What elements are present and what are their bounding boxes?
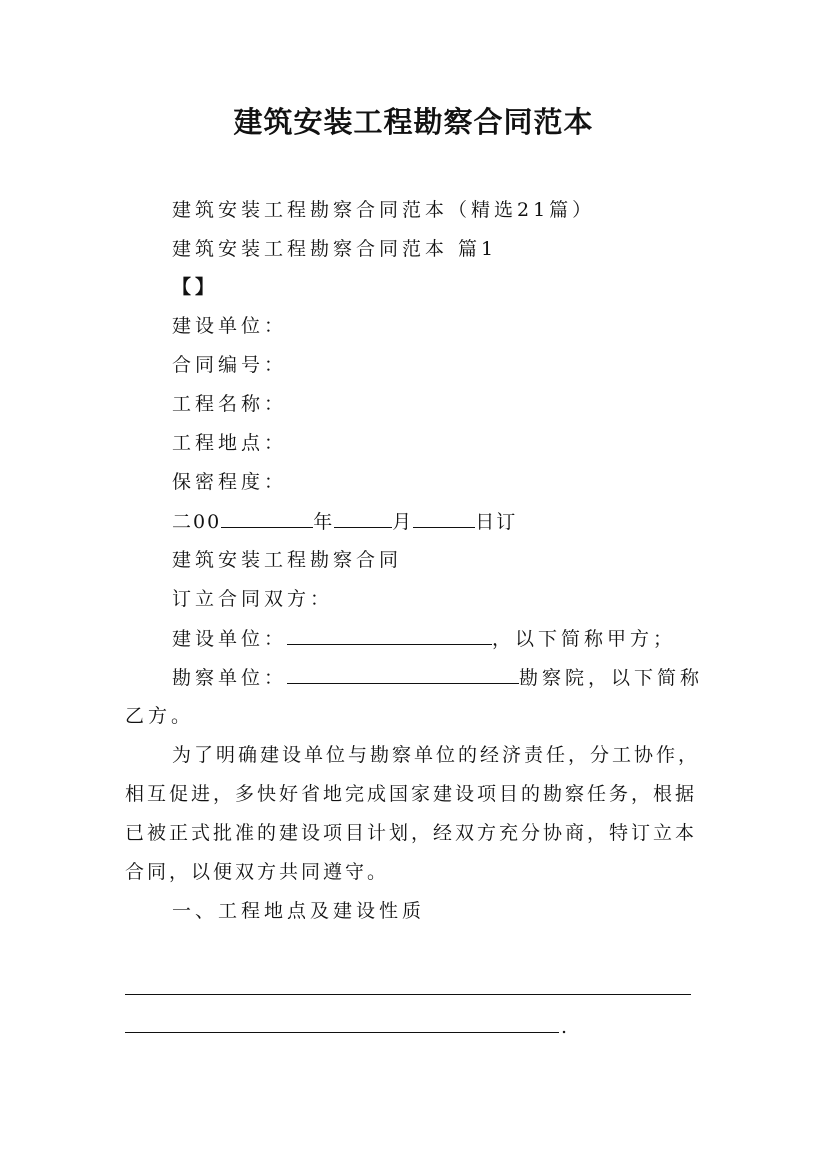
field-project-location: 工程地点： <box>172 432 288 454</box>
parties-label: 订立合同双方： <box>172 588 334 610</box>
document-subtitle: 建筑安装工程勘察合同范本（精选21篇） <box>172 199 596 221</box>
year-blank <box>221 507 313 528</box>
purpose-line-2: 相互促进，多快好省地完成国家建设项目的勘察任务，根据 <box>125 783 698 805</box>
date-day: 日订 <box>475 511 518 533</box>
field-construction-unit: 建设单位： <box>172 315 288 337</box>
month-blank <box>334 507 392 528</box>
date-year: 年 <box>313 511 335 533</box>
date-prefix: 二00 <box>172 511 222 533</box>
contract-title: 建筑安装工程勘察合同 <box>172 549 403 571</box>
document-title: 建筑安装工程勘察合同范本 <box>233 105 594 139</box>
date-month: 月 <box>392 511 414 533</box>
fill-in-rule-1 <box>125 994 691 995</box>
field-confidentiality: 保密程度： <box>172 471 288 493</box>
party-a-suffix: ，以下简称甲方； <box>492 628 677 650</box>
party-a-line <box>172 624 676 653</box>
field-contract-no: 合同编号： <box>172 354 288 376</box>
party-b-blank <box>287 663 519 684</box>
party-a-label: 建设单位： <box>172 628 288 650</box>
party-b-suffix: 勘察院，以下简称 <box>519 667 704 689</box>
section-heading: 建筑安装工程勘察合同范本 篇1 <box>172 238 498 260</box>
day-blank <box>413 507 475 528</box>
purpose-line-4: 合同，以便双方共同遵守。 <box>125 861 390 883</box>
party-b-continuation: 乙方。 <box>125 705 195 727</box>
clause-1-end: . <box>561 1016 568 1038</box>
bracket-mark: 【】 <box>172 276 219 298</box>
purpose-line-1: 为了明确建设单位与勘察单位的经济责任，分工协作， <box>172 744 701 766</box>
party-a-blank <box>287 624 492 645</box>
date-line <box>172 507 517 536</box>
purpose-line-3: 已被正式批准的建设项目计划，经双方充分协商，特订立本 <box>125 822 698 844</box>
clause-1-heading: 一、工程地点及建设性质 <box>172 900 426 922</box>
field-project-name: 工程名称： <box>172 393 288 415</box>
fill-in-rule-2 <box>125 1032 559 1033</box>
party-b-line <box>172 663 703 692</box>
party-b-label: 勘察单位： <box>172 667 288 689</box>
